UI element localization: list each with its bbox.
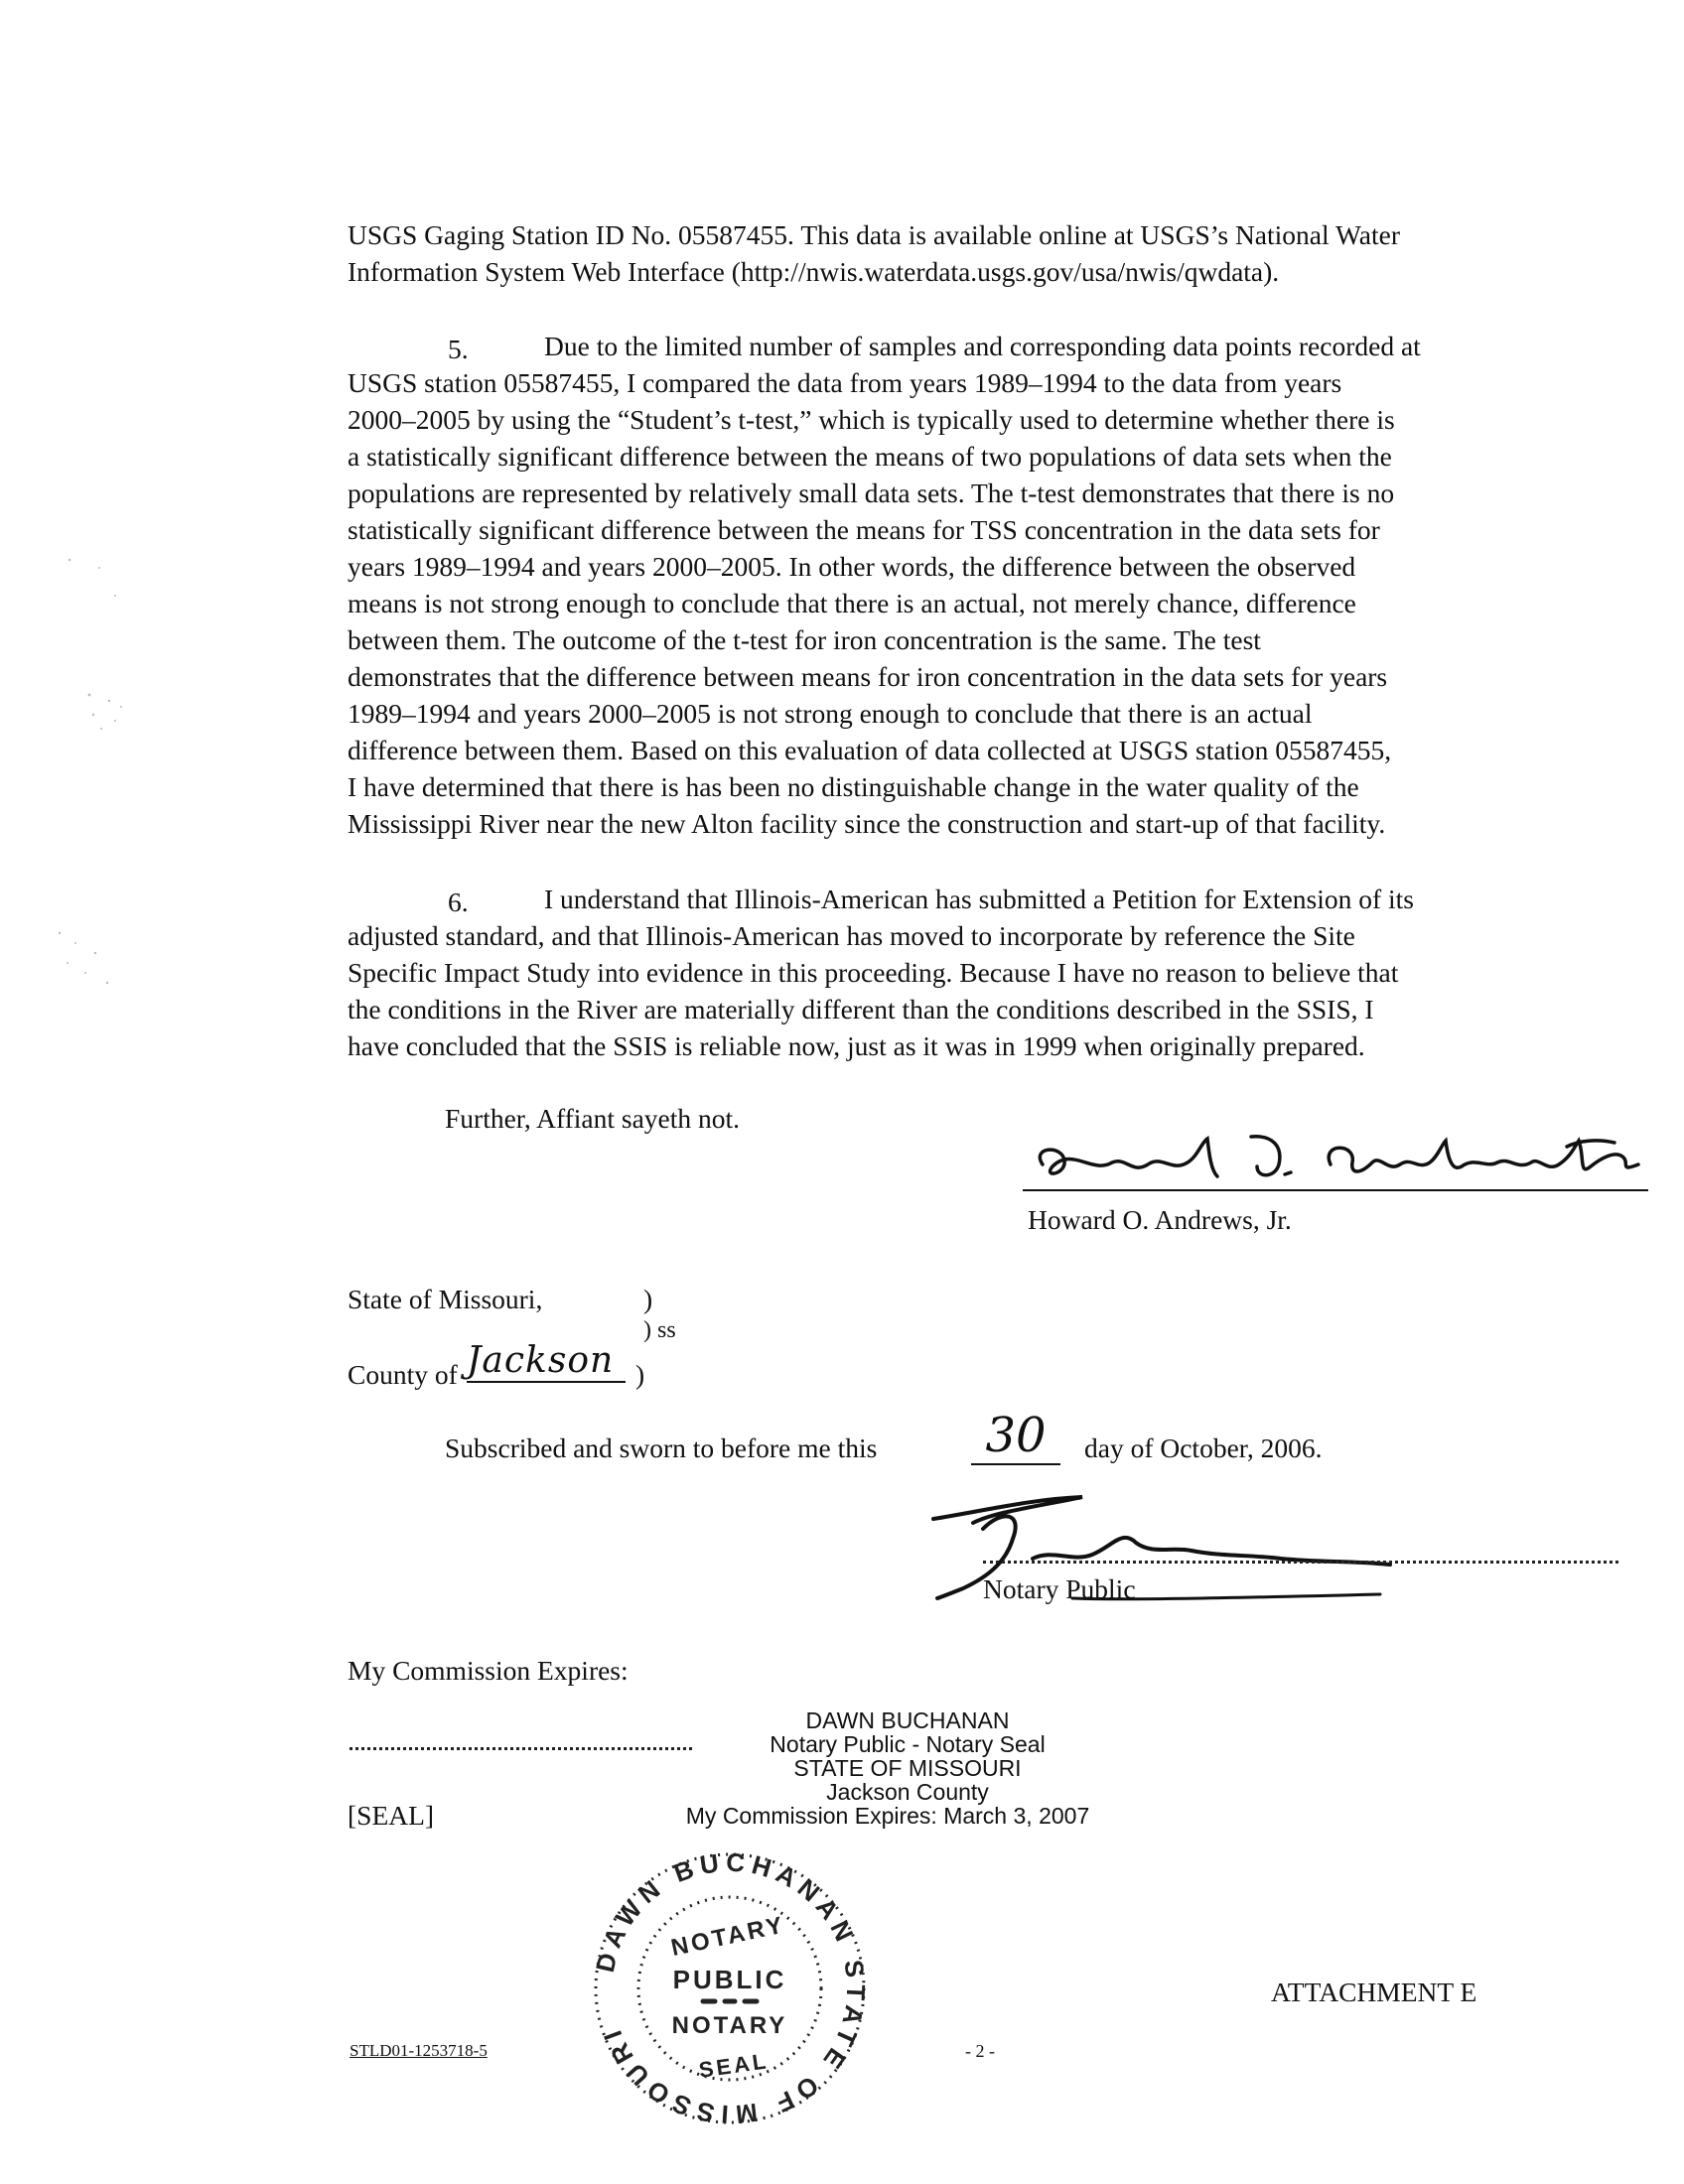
notary-signature-text: Dawn Buchanan (923, 1606, 930, 1607)
seal-outer-text: DAWN BUCHANAN STATE OF MISSOURI (589, 1846, 872, 2130)
paragraph-5-line: demonstrates that the difference between means for iron concentration in the data sets for years (348, 661, 1388, 692)
seal-label: [SEAL] (348, 1800, 435, 1831)
commission-label: My Commission Expires: (348, 1655, 629, 1686)
paragraph-5-line: Due to the limited number of samples and corresponding data points recorded at (544, 331, 1421, 361)
seal-center: PUBLIC (672, 1965, 787, 1994)
stamp-line-2: Notary Public - Notary Seal (770, 1731, 1046, 1757)
paragraph-6-line: Specific Impact Study into evidence in this proceeding. Because I have no reason to believe that (348, 957, 1399, 988)
paragraph-5-line: means is not strong enough to conclude that there is an actual, not merely chance, difference (348, 588, 1356, 618)
venue-county-paren: ) (635, 1359, 645, 1390)
embossed-notary-seal (586, 1844, 874, 2132)
footer-doc-id: STLD01-1253718-5 (350, 2041, 488, 2060)
paragraph-5-line: 1989–1994 and years 2000–2005 is not strong enough to conclude that there is an actual (348, 698, 1313, 729)
commission-date-line (350, 1747, 692, 1750)
paragraph-5-line: statistically significant difference between the means for TSS concentration in the data sets for (348, 514, 1380, 545)
affiant-signature (1023, 1117, 1658, 1196)
paragraph-5-number: 5. (448, 334, 469, 364)
affiant-signature-line (1023, 1189, 1648, 1191)
paragraph-5-line: USGS station 05587455, I compared the data from years 1989–1994 to the data from years (348, 367, 1342, 398)
venue-county-handwritten: Jackson (467, 1340, 626, 1383)
scan-artifacts (50, 556, 129, 993)
affiant-signature-text: Howard O. Andrews, Jr. (1043, 1192, 1052, 1193)
footer-page-number: - 2 - (965, 2041, 995, 2061)
venue-state: State of Missouri, (348, 1284, 543, 1314)
continuation-line-2: Information System Web Interface (http://nwis.waterdata.usgs.gov/usa/nwis/qwdata). (348, 256, 1280, 287)
jurat-day: 30 (971, 1408, 1060, 1465)
paragraph-5-line: between them. The outcome of the t-test for iron concentration is the same. The test (348, 624, 1261, 655)
paragraph-5-line: a statistically significant difference between the means of two populations of data sets when the (348, 441, 1392, 472)
continuation-line-1: USGS Gaging Station ID No. 05587455. This data is available online at USGS’s National Water (348, 219, 1400, 250)
stamp-line-4: Jackson County (826, 1779, 989, 1805)
paragraph-5-line: populations are represented by relatively small data sets. The t-test demonstrates that there is no (348, 478, 1395, 508)
stamp-line-3: STATE OF MISSOURI (793, 1755, 1022, 1781)
venue-state-paren: ) (643, 1284, 653, 1314)
affiant-name: Howard O. Andrews, Jr. (1028, 1204, 1292, 1235)
seal-bottom: SEAL (697, 2048, 771, 2083)
paragraph-5-line: Mississippi River near the new Alton facility since the construction and start-up of that facility. (348, 808, 1386, 839)
paragraph-6-line: adjusted standard, and that Illinois-American has moved to incorporate by reference the Site (348, 920, 1355, 951)
paragraph-5-line: 2000–2005 by using the “Student’s t-test,” which is typically used to determine whether there is (348, 404, 1395, 435)
stamp-line-5: My Commission Expires: March 3, 2007 (685, 1803, 1090, 1829)
jurat-prefix: Subscribed and sworn to before me this (445, 1433, 878, 1463)
paragraph-5-line: years 1989–1994 and years 2000–2005. In other words, the difference between the observed (348, 551, 1356, 582)
paragraph-6-line: have concluded that the SSIS is reliable now, just as it was in 1999 when originally prepared. (348, 1030, 1365, 1061)
notary-title: Notary Public (983, 1573, 1136, 1604)
notary-signature-line (983, 1561, 1618, 1564)
attachment-label: ATTACHMENT E (1271, 1977, 1477, 2007)
venue-county-prefix: County of (348, 1359, 458, 1390)
paragraph-6-line: I understand that Illinois-American has submitted a Petition for Extension of its (544, 884, 1415, 914)
paragraph-6-line: the conditions in the River are materially different than the conditions described in the SSIS, I (348, 994, 1374, 1024)
stamp-name: DAWN BUCHANAN (805, 1707, 1010, 1733)
venue-ss: ) ss (643, 1317, 676, 1343)
paragraph-5-line: difference between them. Based on this evaluation of data collected at USGS station 05587455, (348, 735, 1392, 765)
seal-inner-bottom: NOTARY (671, 2012, 788, 2039)
closing-statement: Further, Affiant sayeth not. (445, 1103, 741, 1134)
paragraph-5-line: I have determined that there is has been no distinguishable change in the water quality of the (348, 771, 1359, 802)
jurat-suffix: day of October, 2006. (1084, 1433, 1323, 1463)
seal-inner-top: NOTARY (668, 1911, 788, 1962)
paragraph-6-number: 6. (448, 887, 469, 917)
